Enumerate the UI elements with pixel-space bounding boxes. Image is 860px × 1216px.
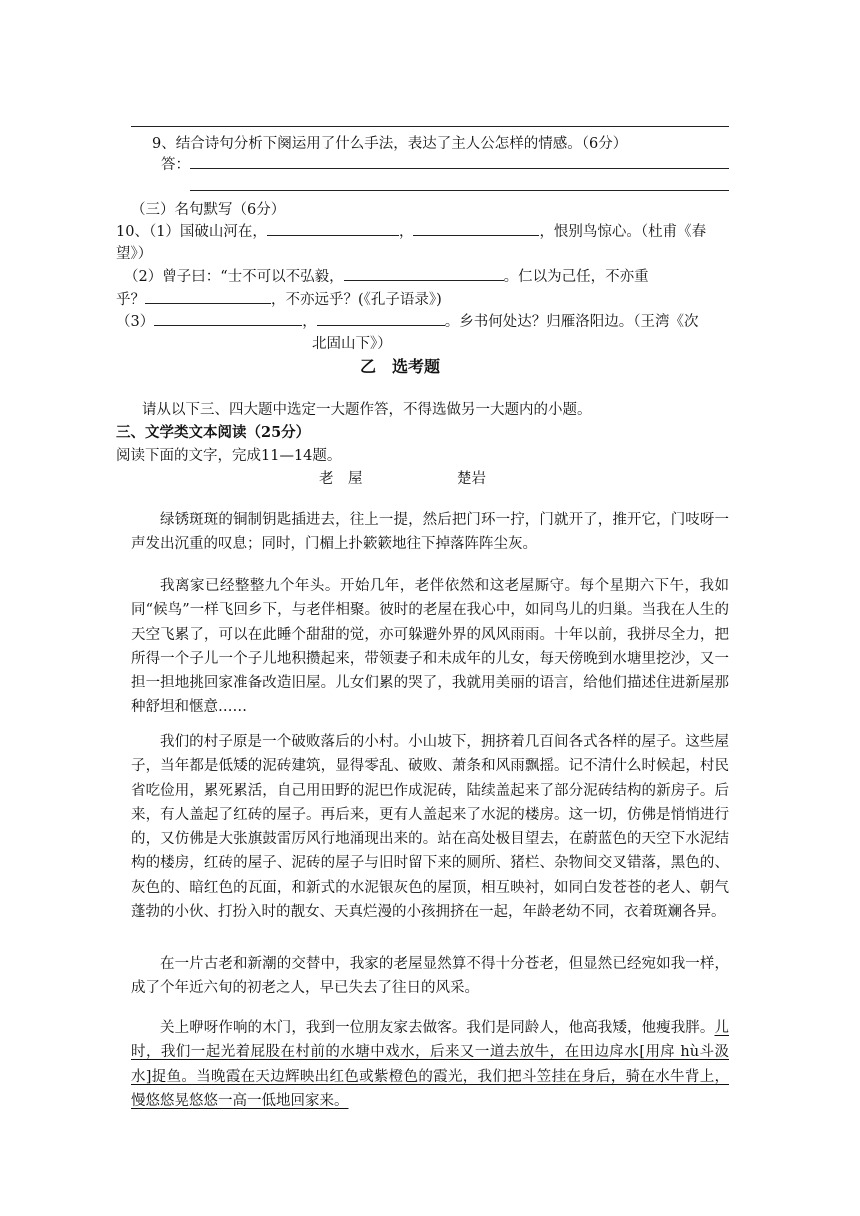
reading-prompt: 阅读下面的文字，完成11—14题。 <box>116 448 342 464</box>
essay-paragraph-5 <box>131 1016 729 1113</box>
answer-line-2[interactable] <box>190 190 729 191</box>
blank-10-1a[interactable] <box>267 221 399 236</box>
q10-2-text-d: ，不亦远乎？(《孔子语录》) <box>271 292 442 308</box>
part-b-title: 乙 选考题 <box>360 357 441 376</box>
blank-10-2b[interactable] <box>145 289 271 304</box>
q10-2-text-a: （2）曾子曰：“士不可以不弘毅， <box>124 269 344 285</box>
answer-line-top <box>131 126 729 127</box>
section-heading-recitation: （三）名句默写（6分） <box>131 202 286 218</box>
blank-10-3b[interactable] <box>317 311 445 326</box>
q10-2-text-c: 乎？ <box>116 292 145 308</box>
question-10-line-2: 望》） <box>116 246 153 262</box>
essay-paragraph-4: 在一片古老和新潮的交替中，我家的老屋显然算不得十分苍老，但显然已经宛如我一样，成了个年近六旬的初老之人，早已失去了往日的风采。 <box>131 956 729 997</box>
question-10-line-1 <box>116 220 706 241</box>
essay-paragraph-3: 我们的村子原是一个破败落后的小村。小山坡下，拥挤着几百间各式各样的屋子。这些屋子，当年都是低矮的泥砖建筑，显得零乱、破败、萧条和风雨飘摇。记不清什么时候起，村民省吃俭用，累死累活，自己用田野的泥巴作成泥砖，陆续盖起来了部分泥砖结构的新房子。后来，有人盖起了红砖的屋子。再后来，更有人盖起来了水泥的楼房。这一切，仿佛是悄悄进行的，又仿佛是大张旗鼓雷厉风行地涌现出来的。站在高处极目望去，在蔚蓝色的天空下水泥结构的楼房，红砖的屋子、泥砖的屋子与旧时留下来的厕所、猪栏、杂物间交叉错落，黑色的、灰色的、暗红色的瓦面，和新式的水泥银灰色的屋顶，相互映衬，如同白发苍苍的老人、朝气蓬勃的小伙、打扮入时的靓女、天真烂漫的小孩拥挤在一起，年龄老幼不同，衣着斑斓各异。 <box>131 734 729 921</box>
q10-text-b: ， <box>398 224 414 240</box>
q10-3-text-c: 。乡书何处达？归雁洛阳边。（王湾《次 <box>444 314 699 330</box>
q10-text-a: 10、（1）国破山河在， <box>116 224 267 240</box>
question-10-2-line-2 <box>116 288 442 309</box>
blank-10-2a[interactable] <box>344 266 504 281</box>
paragraph-5-text: 关上咿呀作响的木门，我到一位朋友家去做客。我们是同龄人，他高我矮，他瘦我胖。 <box>160 1020 715 1036</box>
essay-paragraph-1: 绿锈斑斑的铜制钥匙插进去，往上一提，然后把门环一拧，门就开了，推开它，门吱呀一声发出沉重的叹息；同时，门楣上扑簌簌地往下掉落阵阵尘灰。 <box>131 512 729 553</box>
question-9: 9、结合诗句分析下阕运用了什么手法，表达了主人公怎样的情感。（6分） <box>152 136 628 152</box>
essay-title: 老 屋 <box>319 471 363 487</box>
essay-author: 楚岩 <box>457 471 486 487</box>
section-heading-reading: 三、文学类文本阅读（25分） <box>116 424 311 441</box>
q10-3-text-b: ， <box>302 314 317 330</box>
part-b-instruction: 请从以下三、四大题中选定一大题作答，不得选做另一大题内的小题。 <box>142 402 592 418</box>
question-10-3-line-2: 北固山下》） <box>312 336 392 352</box>
essay-paragraph-2: 我离家已经整整九个年头。开始几年，老伴依然和这老屋厮守。每个星期六下午，我如同“候鸟”一样飞回乡下，与老伴相聚。彼时的老屋在我心中，如同鸟儿的归巢。当我在人生的天空飞累了，可以在此睡个甜甜的觉，亦可躲避外界的风风雨雨。十年以前，我拼尽全力，把所得一个子儿一个子儿地积攒起来，带领妻子和未成年的儿女，每天傍晚到水塘里挖沙，又一担一担地挑回家准备改造旧屋。儿女们累的哭了，我就用美丽的语言，给他们描述住进新屋那种舒坦和惬意…… <box>131 578 729 716</box>
blank-10-3a[interactable] <box>154 311 302 326</box>
answer-line-1[interactable] <box>190 168 729 169</box>
q10-2-text-b: 。仁以为己任，不亦重 <box>503 269 649 285</box>
underlined-passage: 儿时，我们一起光着屁股在村前的水塘中戏水，后来又一道去放牛，在田边戽水[用戽 hù斗汲水]捉鱼。当晚霞在天边辉映出红色或紫橙色的霞光，我们把斗笠挂在身后，骑在水牛背上，慢悠悠晃悠悠一高一低地回家来。 <box>131 1020 729 1109</box>
blank-10-1b[interactable] <box>413 221 539 236</box>
q10-text-c: ，恨别鸟惊心。（杜甫《春 <box>539 224 707 240</box>
question-10-2-line-1 <box>124 265 649 286</box>
answer-label: 答： <box>161 157 190 173</box>
question-10-3-line-1 <box>116 310 698 331</box>
q10-3-text-a: （3） <box>116 314 155 330</box>
